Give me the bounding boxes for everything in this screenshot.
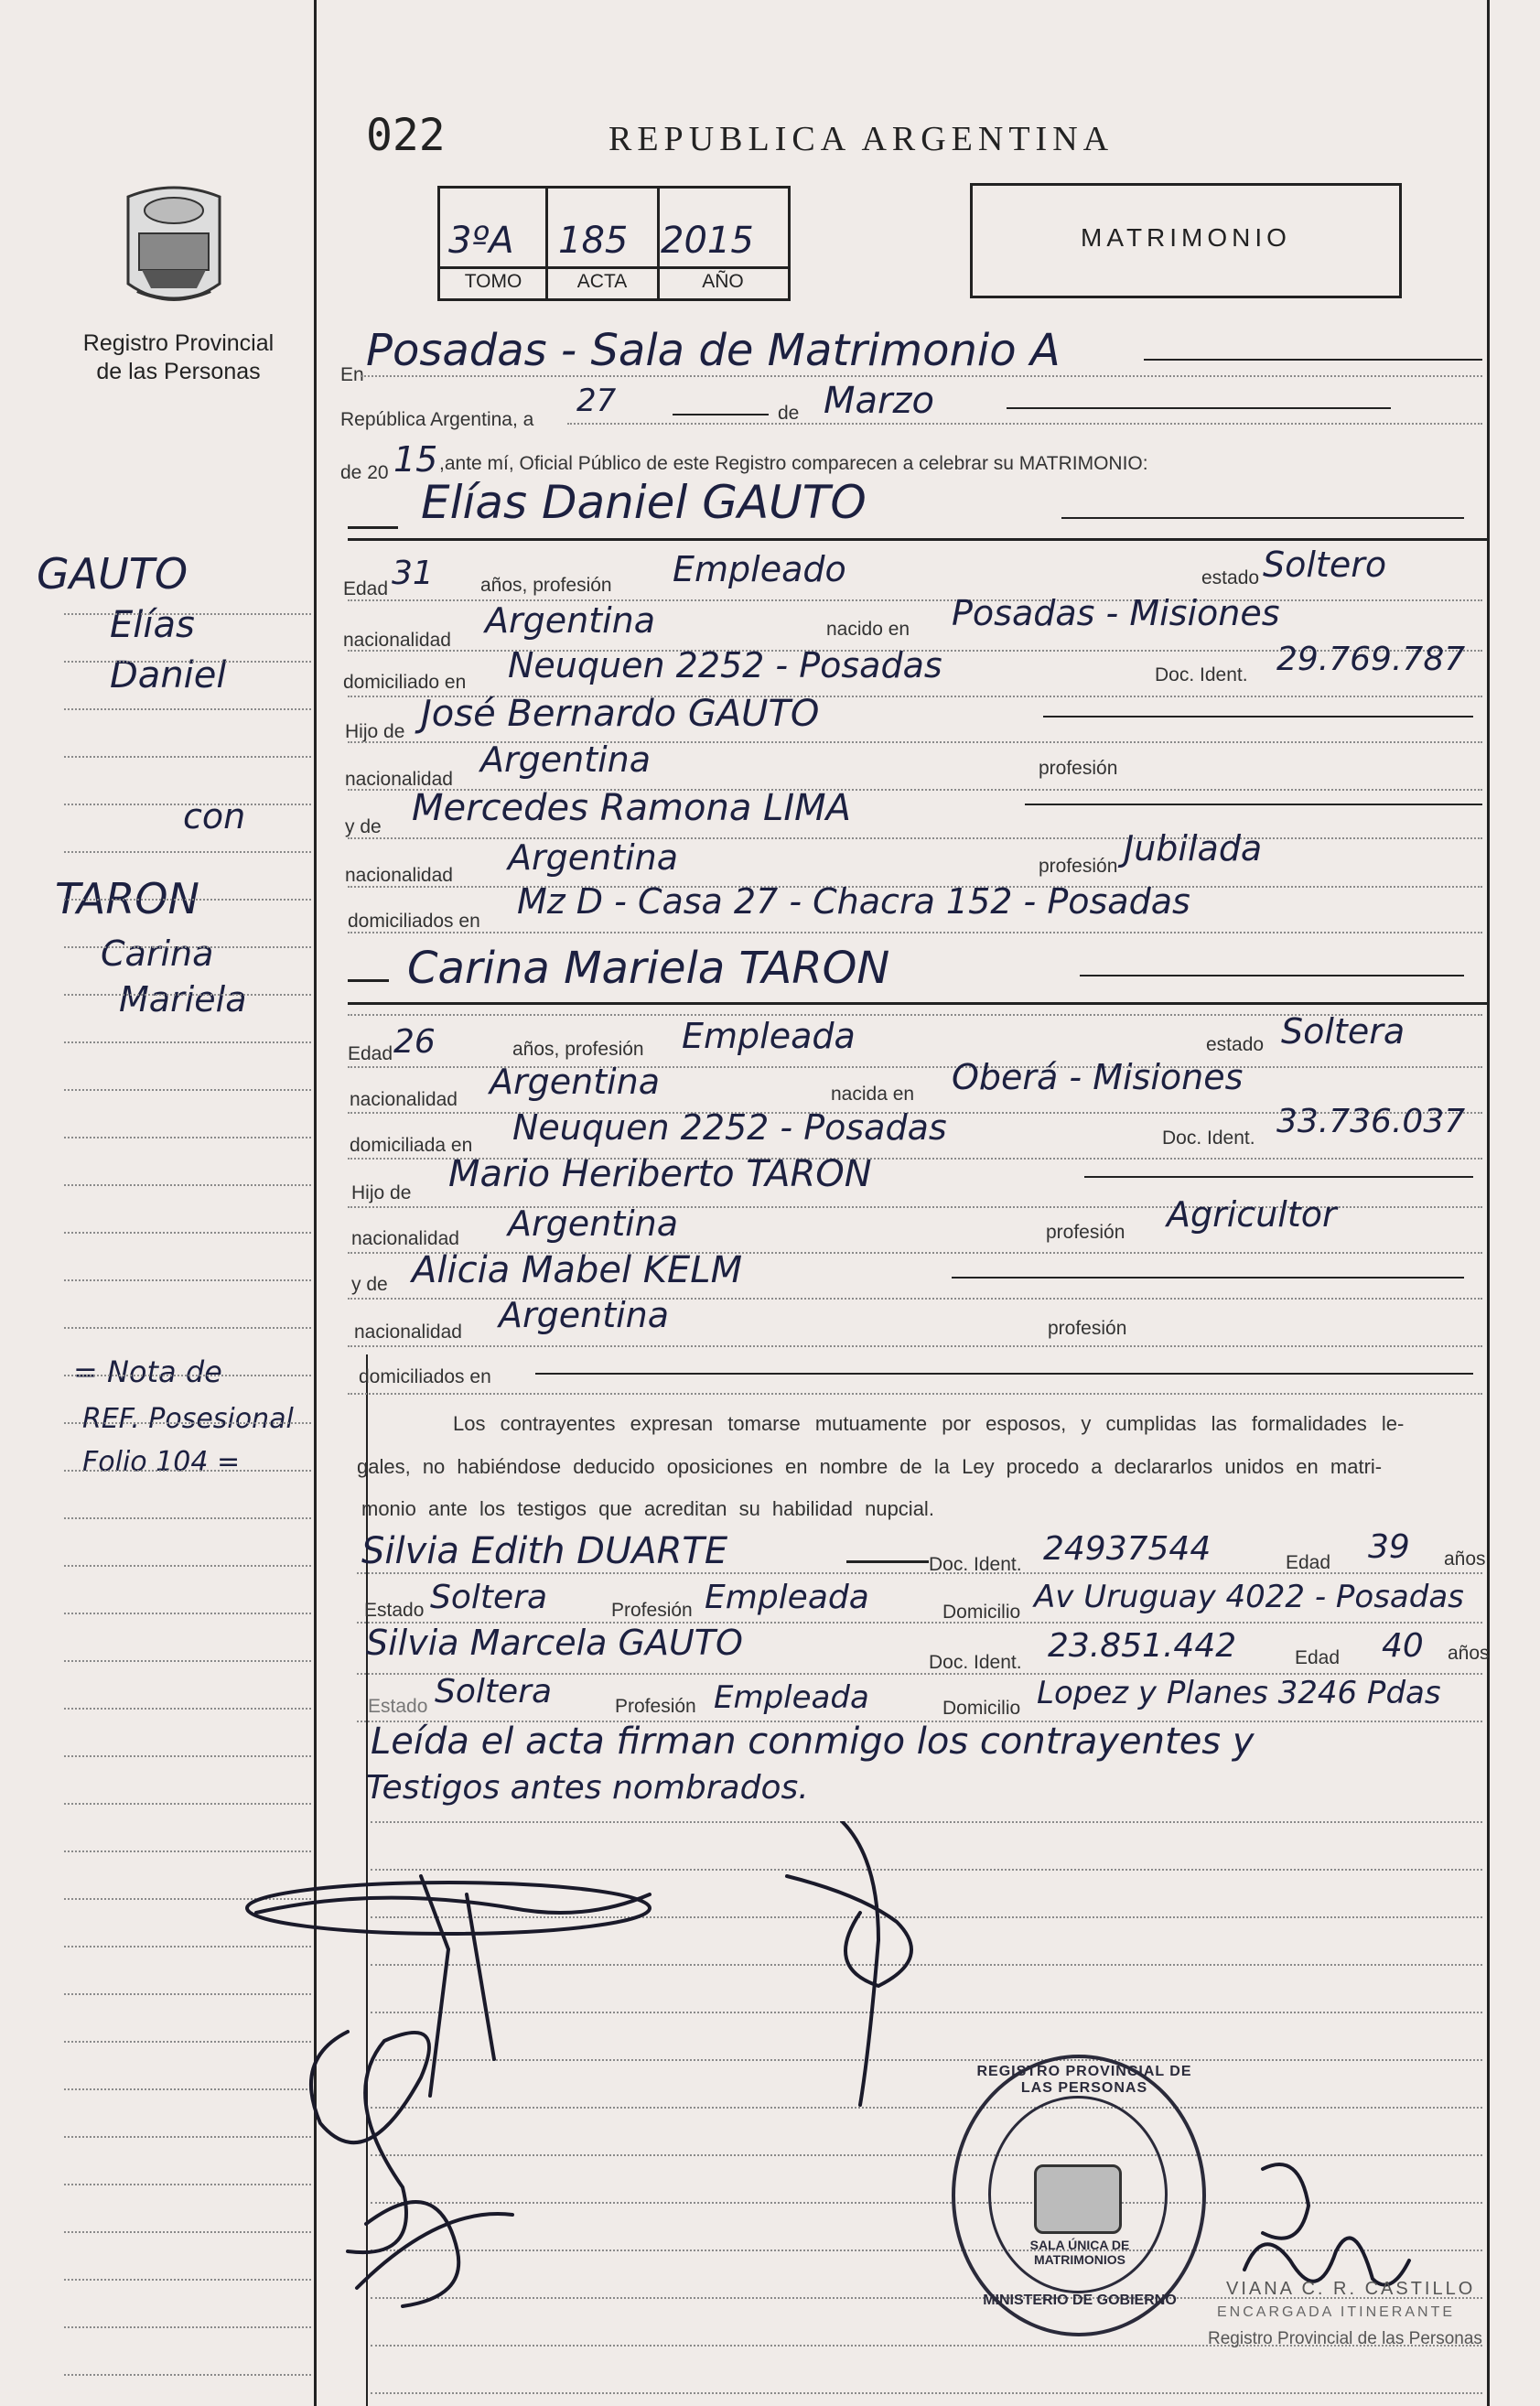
box-divider [437, 266, 791, 269]
fill-line [535, 1373, 1473, 1375]
stamp-emblem-icon [1034, 2164, 1122, 2234]
groom-civil-status: Soltero [1263, 545, 1387, 585]
en-label: En [340, 364, 364, 385]
margin-ruled-line [64, 1089, 311, 1091]
margin-ruled-line [64, 1755, 311, 1757]
groom-age: 31 [392, 555, 434, 592]
bride-edad-label: Edad [348, 1043, 393, 1064]
dotted-line [357, 1572, 1482, 1574]
margin-ruled-line [64, 804, 311, 805]
de-label: de [778, 403, 800, 424]
closing-line2: Testigos antes nombrados. [366, 1769, 809, 1807]
margin-ruled-line [64, 613, 311, 615]
witness2-age: 40 [1382, 1627, 1424, 1665]
witness2-doc: 23.851.442 [1048, 1627, 1237, 1665]
bride-anos-label: años, profesión [512, 1039, 644, 1060]
witness2-anos-label: años [1448, 1643, 1490, 1664]
witness1-domicilio-label: Domicilio [942, 1602, 1021, 1623]
witness1-prof-label: Profesión [611, 1600, 693, 1621]
bride-mother-nationality: Argentina [499, 1295, 670, 1335]
closing-line1: Leída el acta firman conmigo los contrayentes y [371, 1721, 1255, 1763]
bride-mother-nat-label: nacionalidad [354, 1322, 462, 1343]
groom-domiciliado-label: domiciliado en [343, 672, 467, 693]
witness2-domicilio-label: Domicilio [942, 1698, 1021, 1719]
fill-line [1025, 804, 1482, 805]
groom-parents-dom-label: domiciliados en [348, 911, 480, 932]
province-seal-logo [119, 183, 229, 316]
margin-con: con [183, 796, 246, 836]
margin-groom-surname: GAUTO [37, 549, 188, 599]
stamp-bottom-text: MINISTERIO DE GOBIERNO [983, 2293, 1177, 2308]
tomo-label: TOMO [464, 271, 522, 292]
ano-value: 2015 [661, 220, 754, 262]
bride-doc-number: 33.736.037 [1276, 1103, 1466, 1140]
bride-domiciliada-label: domiciliada en [350, 1135, 473, 1156]
witness2-doc-label: Doc. Ident. [929, 1652, 1022, 1673]
witness1-estado-label: Estado [364, 1600, 425, 1621]
bride-doc-label: Doc. Ident. [1162, 1127, 1255, 1149]
witness2-status: Soltera [435, 1673, 553, 1710]
witness2-estado-label: Estado [368, 1696, 428, 1717]
margin-bride-surname: TARON [55, 874, 199, 923]
margin-ruled-line [64, 661, 311, 663]
margin-ruled-line [64, 1279, 311, 1281]
section-rule [348, 538, 1487, 541]
bride-address: Neuquen 2252 - Posadas [512, 1107, 947, 1148]
groom-birthplace: Posadas - Misiones [952, 593, 1280, 633]
official-role: ENCARGADA ITINERANTE [1217, 2304, 1456, 2320]
margin-ruled-line [64, 1232, 311, 1234]
groom-anos-label: años, profesión [480, 575, 612, 596]
margin-ruled-line [64, 1660, 311, 1662]
bride-nacionalidad-label: nacionalidad [350, 1089, 458, 1110]
folio-number: 022 [366, 110, 446, 161]
bride-father-nationality: Argentina [508, 1203, 679, 1244]
witness1-age: 39 [1368, 1528, 1410, 1566]
margin-ruled-line [64, 1327, 311, 1329]
bride-nationality: Argentina [490, 1062, 661, 1102]
fill-line [846, 1560, 929, 1563]
groom-mother-label: y de [345, 816, 382, 837]
registry-name-line2: de las Personas [96, 359, 261, 384]
dotted-line [348, 1393, 1482, 1395]
witness1-doc-label: Doc. Ident. [929, 1554, 1022, 1575]
fill-line [348, 526, 398, 529]
bride-mother-label: y de [351, 1274, 388, 1295]
groom-full-name: Elías Daniel GAUTO [421, 476, 867, 529]
margin-note-2: REF. Posesional [82, 1403, 294, 1435]
fill-line [1144, 359, 1482, 361]
margin-ruled-line [64, 1184, 311, 1186]
stamp-inner-text: SALA ÚNICA DE MATRIMONIOS [1029, 2238, 1130, 2267]
acta-value: 185 [558, 220, 629, 262]
margin-ruled-line [64, 2374, 311, 2376]
bride-age: 26 [393, 1023, 436, 1061]
groom-father-nat-label: nacionalidad [345, 769, 453, 790]
witness1-profession: Empleada [705, 1579, 869, 1616]
bride-civil-status: Soltera [1281, 1011, 1405, 1052]
margin-note-1: = Nota de [73, 1354, 222, 1389]
witness2-address: Lopez y Planes 3246 Pdas [1037, 1675, 1441, 1711]
fill-line [1084, 1176, 1473, 1178]
groom-mother-nat-label: nacionalidad [345, 865, 453, 886]
groom-mother: Mercedes Ramona LIMA [412, 787, 851, 829]
bride-nacida-label: nacida en [831, 1084, 915, 1105]
groom-edad-label: Edad [343, 578, 389, 599]
bride-father-nat-label: nacionalidad [351, 1228, 459, 1249]
groom-father-nationality: Argentina [480, 739, 652, 780]
acta-label: ACTA [576, 271, 628, 292]
section-rule [348, 1002, 1487, 1005]
bride-mother-prof-label: profesión [1048, 1318, 1127, 1339]
margin-ruled-line [64, 708, 311, 710]
tomo-value: 3ºA [448, 220, 514, 262]
fill-line [348, 979, 389, 982]
groom-nacionalidad-label: nacionalidad [343, 630, 451, 651]
groom-address: Neuquen 2252 - Posadas [508, 645, 942, 685]
dotted-line [361, 375, 1482, 377]
official-name: VIANA C. R. CASTILLO [1226, 2279, 1476, 2299]
margin-ruled-line [64, 1470, 311, 1472]
bride-father-profession: Agricultor [1167, 1194, 1337, 1235]
witness1-doc: 24937544 [1043, 1530, 1212, 1568]
official-office: Registro Provincial de las Personas [1208, 2329, 1482, 2348]
margin-ruled-line [64, 1422, 311, 1424]
bride-profession: Empleada [682, 1016, 856, 1056]
declaration-line3: monio ante los testigos que acreditan su habilidad nupcial. [361, 1497, 934, 1520]
witness2-name: Silvia Marcela GAUTO [366, 1623, 743, 1663]
bride-birthplace: Oberá - Misiones [952, 1057, 1244, 1097]
fill-line [1007, 407, 1391, 409]
witness1-anos-label: años [1444, 1548, 1486, 1570]
groom-father-prof-label: profesión [1039, 758, 1118, 779]
ceremony-place: Posadas - Sala de Matrimonio A [366, 325, 1061, 376]
dotted-line [348, 1345, 1482, 1347]
margin-ruled-line [64, 1565, 311, 1567]
margin-ruled-line [64, 946, 311, 948]
margin-ruled-line [64, 1803, 311, 1805]
ruled-line [371, 2392, 1482, 2394]
groom-mother-profession: Jubilada [1124, 828, 1263, 869]
de20-label: de 20 [340, 462, 389, 483]
act-type: MATRIMONIO [1081, 223, 1291, 252]
groom-nacido-label: nacido en [826, 619, 910, 640]
ano-label: AÑO [702, 271, 744, 292]
groom-doc-label: Doc. Ident. [1155, 664, 1248, 685]
groom-estado-label: estado [1201, 567, 1260, 588]
witness2-edad-label: Edad [1295, 1647, 1341, 1668]
margin-ruled-line [64, 1517, 311, 1519]
bride-parents-dom-label: domiciliados en [359, 1366, 491, 1387]
fill-line [1080, 975, 1464, 976]
fill-line [1061, 517, 1464, 519]
margin-bride-name2: Mariela [119, 979, 247, 1020]
margin-groom-name2: Daniel [110, 654, 227, 696]
witness1-address: Av Uruguay 4022 - Posadas [1034, 1579, 1464, 1615]
ceremony-month: Marzo [824, 380, 934, 422]
margin-ruled-line [64, 1041, 311, 1043]
fill-line [952, 1277, 1464, 1279]
dotted-line [567, 423, 1482, 425]
appear-text: ,ante mí, Oficial Público de este Registro comparecen a celebrar su MATRIMONIO: [439, 453, 1148, 474]
bride-mother: Alicia Mabel KELM [412, 1249, 743, 1291]
bride-full-name: Carina Mariela TARON [407, 943, 890, 994]
margin-groom-name1: Elías [110, 604, 195, 646]
bride-father-label: Hijo de [351, 1182, 412, 1203]
witness1-name: Silvia Edith DUARTE [361, 1530, 728, 1572]
margin-ruled-line [64, 1375, 311, 1376]
margin-ruled-line [64, 1708, 311, 1710]
signature-groom [247, 1883, 650, 1934]
groom-mother-prof-label: profesión [1039, 856, 1118, 877]
groom-father-label: Hijo de [345, 721, 405, 742]
registry-name-line1: Registro Provincial [82, 330, 275, 356]
margin-ruled-line [64, 1137, 311, 1138]
margin-ruled-line [64, 899, 311, 901]
margin-ruled-line [64, 994, 311, 996]
fill-line [1043, 716, 1473, 717]
groom-profession: Empleado [673, 549, 846, 589]
margin-bride-name1: Carina [101, 933, 214, 974]
groom-parents-address: Mz D - Casa 27 - Chacra 152 - Posadas [517, 881, 1190, 922]
witness1-edad-label: Edad [1286, 1552, 1331, 1573]
declaration-line1: Los contrayentes expresan tomarse mutuamente por esposos, y cumplidas las formalidades le- [453, 1412, 1405, 1435]
margin-ruled-line [64, 1613, 311, 1614]
groom-doc-number: 29.769.787 [1276, 641, 1466, 678]
bride-father-prof-label: profesión [1046, 1222, 1125, 1243]
witness2-prof-label: Profesión [615, 1696, 696, 1717]
country-title: REPUBLICA ARGENTINA [608, 120, 1115, 158]
witness2-profession: Empleada [714, 1679, 869, 1716]
bride-estado-label: estado [1206, 1034, 1265, 1055]
ceremony-year-suffix: 15 [393, 439, 438, 480]
margin-ruled-line [64, 851, 311, 853]
fill-line [673, 414, 769, 415]
witness1-status: Soltera [430, 1579, 548, 1616]
declaration-line2: gales, no habiéndose deducido oposiciones en nombre de la Ley procedo a declararlos unidos en matri- [357, 1455, 1383, 1478]
republica-label: República Argentina, a [340, 409, 534, 430]
stamp-ring-text: REGISTRO PROVINCIAL DE LAS PERSONAS [976, 2064, 1192, 2096]
groom-father: José Bernardo GAUTO [421, 693, 820, 735]
groom-nationality: Argentina [485, 600, 656, 641]
dotted-line [348, 932, 1482, 933]
groom-mother-nationality: Argentina [508, 837, 679, 878]
margin-note-3: Folio 104 = [82, 1446, 241, 1478]
bride-father: Mario Heriberto TARON [448, 1153, 872, 1195]
margin-ruled-line [64, 756, 311, 758]
ceremony-day: 27 [576, 383, 617, 419]
